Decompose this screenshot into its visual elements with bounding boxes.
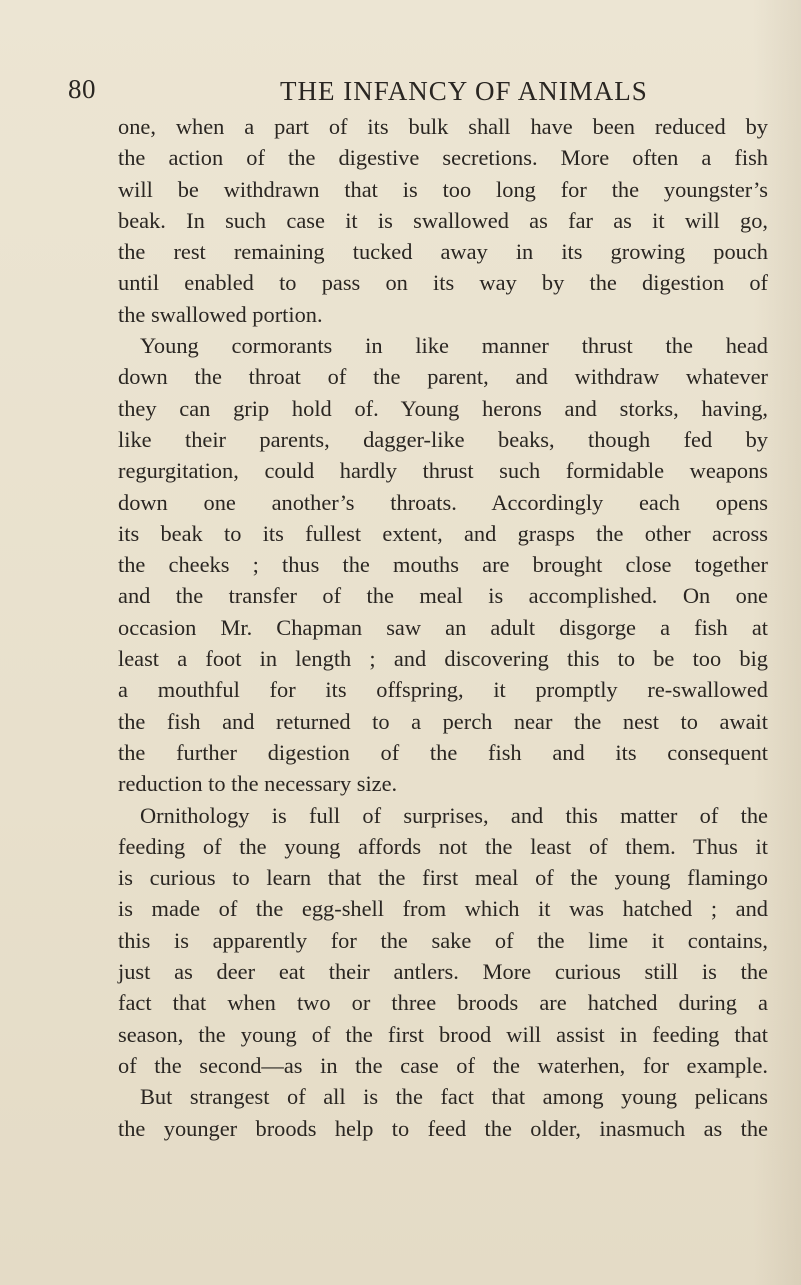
text-line: they can grip hold of. Young herons and storks, having,	[118, 395, 768, 421]
body-text	[118, 111, 768, 1144]
text-line: just as deer eat their antlers. More curious still is the	[118, 959, 768, 985]
text-line: regurgitation, could hardly thrust such formidable weapons	[118, 458, 768, 484]
text-line: its beak to its fullest extent, and grasps the other across	[118, 520, 768, 546]
text-line: fact that when two or three broods are hatched during a	[118, 990, 768, 1016]
text-line: season, the young of the first brood will assist in feeding that	[118, 1021, 768, 1047]
page-number: 80	[68, 74, 96, 104]
text-line: Young cormorants in like manner thrust the head	[140, 333, 768, 359]
page-header	[0, 74, 801, 114]
text-line: least a foot in length ; and discovering this to be too big	[118, 646, 768, 672]
running-title: THE INFANCY OF ANIMALS	[280, 76, 648, 106]
text-line: will be withdrawn that is too long for the youngster’s	[118, 176, 768, 202]
text-line: the action of the digestive secretions. More often a fish	[118, 145, 768, 171]
text-line: the fish and returned to a perch near the nest to await	[118, 708, 768, 734]
text-line: feeding of the young affords not the least of them. Thus it	[118, 833, 768, 859]
text-line: Ornithology is full of surprises, and this matter of the	[140, 802, 768, 828]
text-line: is curious to learn that the first meal of the young flamingo	[118, 865, 768, 891]
text-line: the swallowed portion.	[118, 301, 323, 327]
text-line: reduction to the necessary size.	[118, 771, 398, 797]
text-line: the further digestion of the fish and its consequent	[118, 739, 768, 765]
text-line: until enabled to pass on its way by the digestion of	[118, 270, 768, 296]
text-line: occasion Mr. Chapman saw an adult disgorge a fish at	[118, 614, 768, 640]
text-line: is made of the egg-shell from which it was hatched ; and	[118, 896, 768, 922]
text-line: a mouthful for its offspring, it promptly re-swallowed	[118, 677, 768, 703]
text-line: and the transfer of the meal is accomplished. On one	[118, 583, 768, 609]
text-line: down one another’s throats. Accordingly each opens	[118, 489, 768, 515]
text-line: beak. In such case it is swallowed as far as it will go,	[118, 207, 768, 233]
text-line: one, when a part of its bulk shall have been reduced by	[118, 114, 768, 139]
text-line: like their parents, dagger-like beaks, though fed by	[118, 426, 768, 452]
text-line: this is apparently for the sake of the lime it contains,	[118, 927, 768, 953]
text-line: down the throat of the parent, and withdraw whatever	[118, 364, 768, 390]
text-line: of the second—as in the case of the waterhen, for example.	[118, 1052, 768, 1078]
text-line: But strangest of all is the fact that among young pelicans	[140, 1084, 768, 1110]
text-line: the younger broods help to feed the older, inasmuch as the	[118, 1115, 768, 1141]
text-line: the rest remaining tucked away in its growing pouch	[118, 239, 768, 265]
text-line: the cheeks ; thus the mouths are brought close together	[118, 552, 768, 578]
